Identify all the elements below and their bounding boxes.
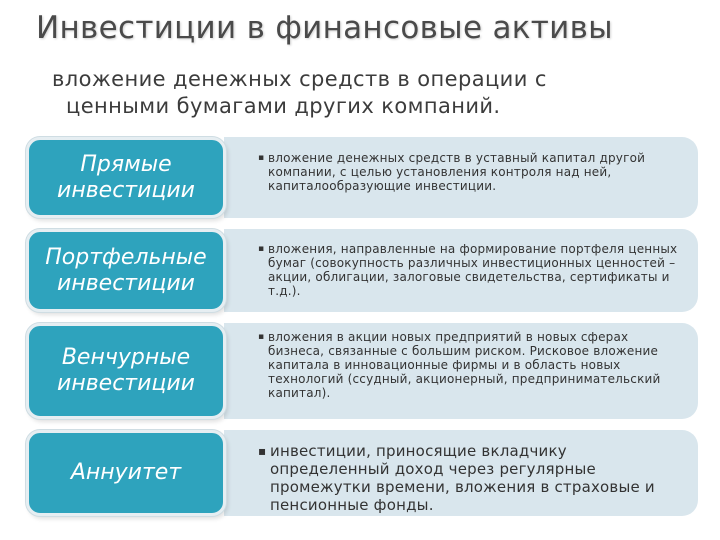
investment-row-annuity [26,430,698,516]
category-label: Венчурные инвестиции [57,345,195,396]
category-label: Портфельные инвестиции [45,244,207,296]
category-box [26,323,226,419]
page-title: Инвестиции в финансовые активы [36,10,613,46]
page-subtitle [52,66,672,120]
bullet-icon: ▪ [258,332,265,342]
category-label: Прямые инвестиции [57,151,195,203]
description-text: вложение денежных средств в уставный капитал другой компании, с целью установления контроля над ней, капиталообразующие инвестиции. [268,151,646,193]
description-panel [224,229,698,312]
description-panel [224,137,698,218]
bullet-icon: ▪ [258,153,265,163]
description-panel [224,430,698,516]
category-box [26,229,226,312]
category-box [26,430,226,516]
bullet-icon: ▪ [258,444,267,458]
description-text: вложения, направленные на формирование портфеля ценных бумаг (совокупность различных инвестиционных ценностей – акции, облигации, залоговые свидетельства, сертификаты и т.д.). [268,242,678,298]
category-label: Аннуитет [70,460,182,485]
description-text: вложения в акции новых предприятий в новых сферах бизнеса, связанные с большим риском. Рисковое вложение капитала в инновационные фирмы и в область новых технологий (ссудный, акционерный, предпринимательский капитал). [268,330,661,400]
description-text: инвестиции, приносящие вкладчику определенный доход через регулярные промежутки времени, вложения в страховые и пенсионные фонды. [270,442,655,514]
subtitle-line-1: вложение денежных средств в операции с [52,67,547,91]
investment-row-venture [26,323,698,419]
subtitle-line-2: ценными бумагами других компаний. [66,94,501,118]
bullet-icon: ▪ [258,244,265,254]
category-box [26,137,226,218]
description-panel [224,323,698,419]
investment-row-direct [26,137,698,218]
investment-row-portfolio [26,229,698,312]
